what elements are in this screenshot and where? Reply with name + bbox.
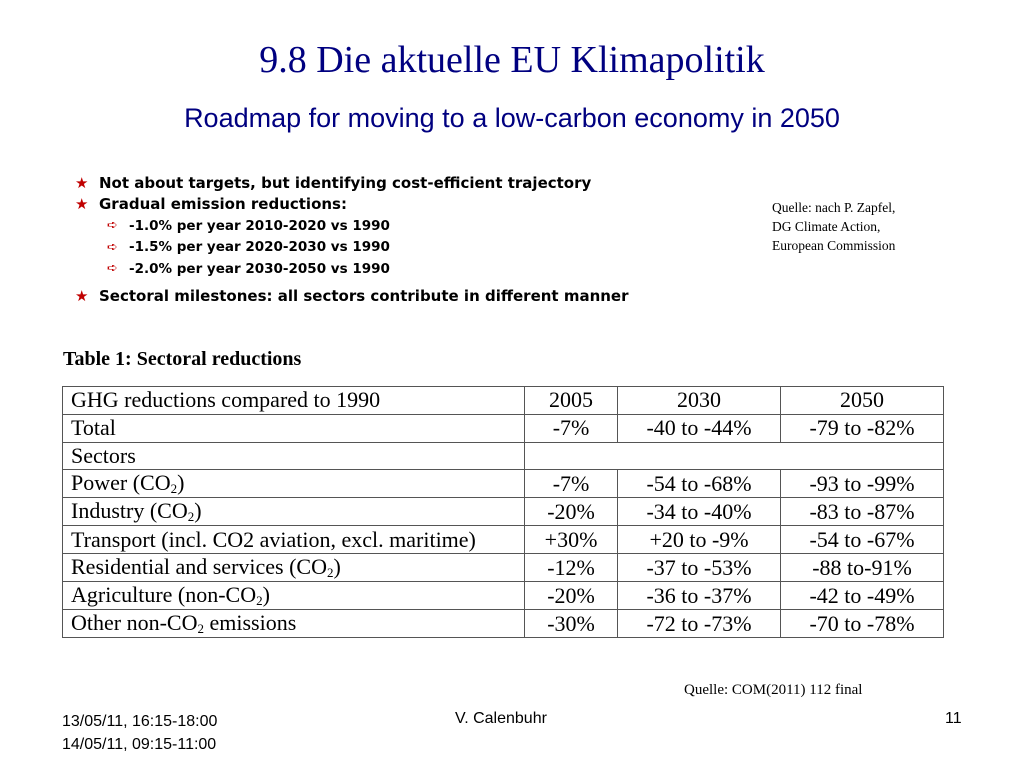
arrow-bullet-icon: ➪ — [107, 218, 118, 234]
footer-dates — [62, 710, 217, 756]
slide-subtitle: Roadmap for moving to a low-carbon economy in 2050 — [184, 103, 840, 133]
bullet-item — [75, 172, 755, 194]
table-row — [63, 498, 944, 526]
footer-author: V. Calenbuhr — [455, 710, 547, 727]
table-cell: -70 to -78% — [781, 610, 944, 638]
footer-date-line: 14/05/11, 09:15-11:00 — [62, 736, 217, 753]
sub-bullet-text: -1.5% per year 2020-2030 vs 1990 — [129, 239, 390, 256]
table-row — [63, 414, 944, 442]
table-cell: -54 to -67% — [781, 526, 944, 554]
table-cell — [525, 442, 944, 470]
header-cell: GHG reductions compared to 1990 — [63, 387, 525, 415]
table-header-row — [63, 387, 944, 415]
table-cell: -42 to -49% — [781, 582, 944, 610]
table-cell: -7% — [525, 414, 618, 442]
bullet-item — [75, 194, 755, 216]
bullet-text: Gradual emission reductions: — [99, 195, 347, 214]
sub-bullet-item — [75, 237, 755, 259]
row-label: Other non-$CO_2$ emissions — [63, 610, 525, 638]
table-cell: -20% — [525, 582, 618, 610]
sub-bullet-item — [75, 215, 755, 237]
sub-bullet-text: -1.0% per year 2010-2020 vs 1990 — [129, 217, 390, 234]
bullet-text: Not about targets, but identifying cost-efficient trajectory — [99, 173, 592, 192]
table-cell: -40 to -44% — [618, 414, 781, 442]
header-cell: 2005 — [525, 387, 618, 415]
table-cell: -88 to-91% — [781, 554, 944, 582]
slide-title: 9.8 Die aktuelle EU Klimapolitik — [259, 39, 765, 81]
table-cell: -12% — [525, 554, 618, 582]
footer-date-line: 13/05/11, 16:15-18:00 — [62, 713, 218, 730]
row-label: Residential and services $(CO_2)$ — [63, 554, 525, 582]
source-note-line: DG Climate Action, — [772, 219, 881, 234]
table-cell: -72 to -73% — [618, 610, 781, 638]
table-row — [63, 582, 944, 610]
bullet-text: Sectoral milestones: all sectors contribute in different manner — [99, 287, 629, 306]
header-cell: 2030 — [618, 387, 781, 415]
table-cell: -79 to -82% — [781, 414, 944, 442]
arrow-bullet-icon: ➪ — [107, 239, 118, 255]
table-cell: -20% — [525, 498, 618, 526]
table-row — [63, 554, 944, 582]
row-label: Power $(CO_2)$ — [63, 470, 525, 498]
table-row — [63, 610, 944, 638]
table-row — [63, 442, 944, 470]
table-row — [63, 470, 944, 498]
table-title: Table 1: Sectoral reductions — [63, 348, 302, 370]
row-label: Industry $(CO_2)$ — [63, 498, 525, 526]
sectoral-reductions-table — [62, 386, 944, 638]
sub-bullet-item — [75, 258, 755, 280]
table-cell: -36 to -37% — [618, 582, 781, 610]
star-bullet-icon: ★ — [75, 195, 89, 214]
star-bullet-icon: ★ — [75, 173, 89, 192]
header-cell: 2050 — [781, 387, 944, 415]
table-cell: -83 to -87% — [781, 498, 944, 526]
table-cell: -54 to -68% — [618, 470, 781, 498]
row-label: Sectors — [63, 442, 525, 470]
star-bullet-icon: ★ — [75, 287, 89, 306]
bullet-item — [75, 286, 755, 308]
source-note-line: Quelle: nach P. Zapfel, — [772, 200, 896, 215]
row-label: Agriculture $(non-CO_2)$ — [63, 582, 525, 610]
source-note-line: European Commission — [772, 238, 896, 253]
table-cell: -30% — [525, 610, 618, 638]
table-cell: -34 to -40% — [618, 498, 781, 526]
bullet-list — [75, 172, 755, 307]
table-source: Quelle: COM(2011) 112 final — [684, 682, 863, 698]
source-note — [772, 198, 972, 255]
table-cell: +20 to -9% — [618, 526, 781, 554]
table-row — [63, 526, 944, 554]
row-label: Total — [63, 414, 525, 442]
sub-bullet-text: -2.0% per year 2030-2050 vs 1990 — [129, 260, 390, 277]
table-cell: -37 to -53% — [618, 554, 781, 582]
arrow-bullet-icon: ➪ — [107, 261, 118, 277]
table-cell: +30% — [525, 526, 618, 554]
row-label: Transport (incl. CO2 aviation, excl. maritime) — [63, 526, 525, 554]
table-cell: -93 to -99% — [781, 470, 944, 498]
table-cell: -7% — [525, 470, 618, 498]
page-number: 11 — [945, 710, 962, 727]
